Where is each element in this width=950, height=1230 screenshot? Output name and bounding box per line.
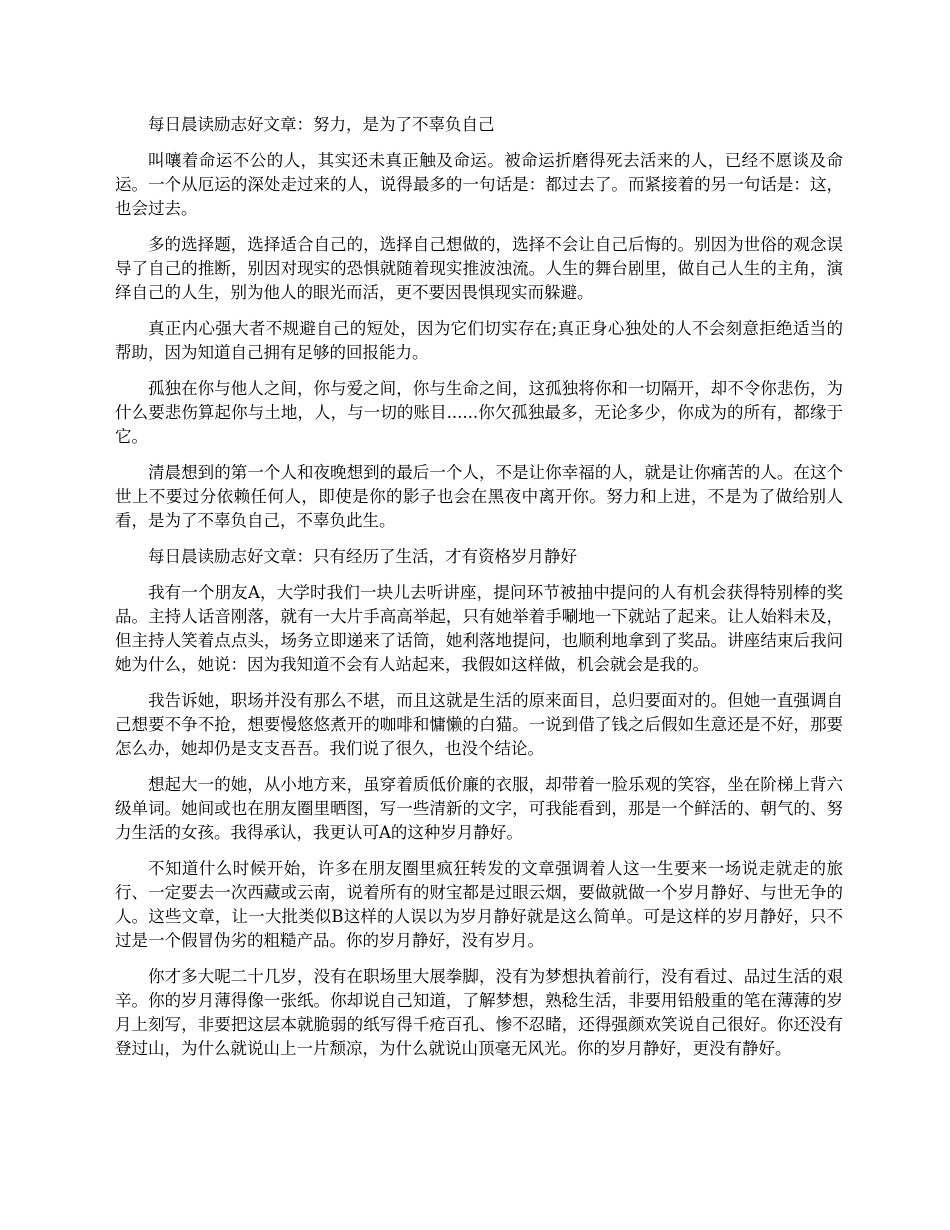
paragraph-4: 孤独在你与他人之间，你与爱之间，你与生命之间，这孤独将你和一切隔开，却不令你悲伤，为什么要悲伤算起你与土地，人，与一切的账目......你欠孤独最多，无论多少，你成为的所有，都缘于它。: [115, 379, 843, 446]
paragraph-9: 不知道什么时候开始，许多在朋友圈里疯狂转发的文章强调着人这一生要来一场说走就走的旅行、一定要去一次西藏或云南，说着所有的财宝都是过眼云烟，要做就做一个岁月静好、与世无争的人。这些文章，让一大批类似B这样的人误以为岁月静好就是这么简单。可是这样的岁月静好，只不过是一个假冒伪劣的粗糙产品。你的岁月静好，没有岁月。: [115, 859, 843, 950]
article-title-2: 每日晨读励志好文章：只有经历了生活，才有资格岁月静好: [148, 547, 577, 566]
paragraph-10: 你才多大呢二十几岁，没有在职场里大展拳脚，没有为梦想执着前行，没有看过、品过生活的艰辛。你的岁月薄得像一张纸。你却说自己知道，了解梦想，熟稔生活，非要用铅般重的笔在薄薄的岁月上刻写，非要把这层本就脆弱的纸写得千疮百孔、惨不忍睹，还得强颜欢笑说自己很好。你还没有登过山，为什么就说山上一片颓凉，为什么就说山顶毫无风光。你的岁月静好，更没有静好。: [115, 967, 843, 1058]
paragraph-8: 想起大一的她，从小地方来，虽穿着质低价廉的衣服，却带着一脸乐观的笑容，坐在阶梯上背六级单词。她间或也在朋友圈里晒图，写一些清新的文字，可我能看到，那是一个鲜活的、朝气的、努力生活的女孩。我得承认，我更认可A的这种岁月静好。: [115, 775, 843, 842]
paragraph-2: 多的选择题，选择适合自己的，选择自己想做的，选择不会让自己后悔的。别因为世俗的观念误导了自己的推断，别因对现实的恐惧就随着现实推波浊流。人生的舞台剧里，做自己人生的主角，演绎自己的人生，别为他人的眼光而活，更不要因畏惧现实而躲避。: [115, 235, 843, 302]
paragraph-7: 我告诉她，职场并没有那么不堪，而且这就是生活的原来面目，总归要面对的。但她一直强调自己想要不争不抢，想要慢悠悠煮开的咖啡和慵懒的白猫。一说到借了钱之后假如生意还是不好，那要怎么办，她却仍是支支吾吾。我们说了很久，也没个结论。: [115, 691, 843, 758]
paragraph-5: 清晨想到的第一个人和夜晚想到的最后一个人，不是让你幸福的人，就是让你痛苦的人。在这个世上不要过分依赖任何人，即使是你的影子也会在黑夜中离开你。努力和上进，不是为了做给别人看，是为了不辜负自己，不辜负此生。: [115, 463, 843, 530]
article-title-1: 每日晨读励志好文章：努力，是为了不辜负自己: [148, 115, 495, 134]
document-body: [115, 113, 843, 1073]
paragraph-6: 我有一个朋友A，大学时我们一块儿去听讲座，提问环节被抽中提问的人有机会获得特别棒的奖品。主持人话音刚落，就有一大片手高高举起，只有她举着手唰地一下就站了起来。让人始料未及，但主持人笑着点点头，场务立即递来了话筒，她利落地提问，也顺利地拿到了奖品。讲座结束后我问她为什么，她说：因为我知道不会有人站起来，我假如这样做，机会就会是我的。: [115, 583, 843, 674]
paragraph-1: 叫嚷着命运不公的人，其实还未真正触及命运。被命运折磨得死去活来的人，已经不愿谈及命运。一个从厄运的深处走过来的人，说得最多的一句话是：都过去了。而紧接着的另一句话是：这，也会过去。: [115, 151, 843, 218]
paragraph-3: 真正内心强大者不规避自己的短处，因为它们切实存在;真正身心独处的人不会刻意拒绝适当的帮助，因为知道自己拥有足够的回报能力。: [115, 319, 843, 362]
